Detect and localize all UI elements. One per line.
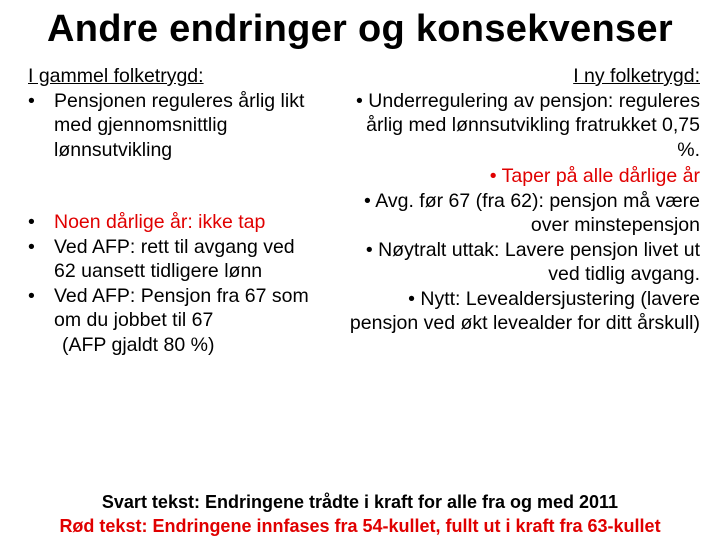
- new-item-lose-bad-years: [340, 164, 700, 189]
- old-item-bad-years-text: Noen dårlige år: ikke tap: [54, 211, 266, 233]
- old-item-afp-retirement: [28, 235, 318, 284]
- old-item-bad-years: [28, 210, 338, 235]
- page-title: Andre endringer og konsekvenser: [47, 8, 673, 50]
- footer-black-note: Svart tekst: Endringene trådte i kraft for alle fra og med 2011: [101, 492, 619, 512]
- old-system-heading: I gammel folketrygd:: [28, 65, 204, 87]
- bullet-icon: •: [364, 189, 376, 212]
- old-item-afp-pension-text: Ved AFP: Pensjon fra 67 som om du jobbet til 67: [54, 284, 309, 331]
- bullet-icon: •: [365, 238, 379, 261]
- bullet-icon: •: [489, 165, 502, 187]
- bullet-icon: •: [356, 89, 369, 112]
- new-item-underregulation: [340, 89, 700, 163]
- new-system-heading: I ny folketrygd:: [573, 65, 700, 87]
- old-item-afp-pension: [28, 284, 318, 333]
- footer-red-note: Rød tekst: Endringene innfases fra 54-kullet, fullt ut i kraft fra 63-kullet: [59, 516, 661, 536]
- new-item-early-retirement: [340, 189, 700, 238]
- old-item-regulation-text: Pensjonen reguleres årlig likt med gjennomsnittlig lønnsutvikling: [54, 89, 305, 161]
- bullet-icon: •: [408, 287, 421, 310]
- spacer: [28, 162, 358, 210]
- old-afp-note: (AFP gjaldt 80 %): [62, 333, 215, 356]
- new-system-column: [340, 64, 700, 336]
- new-item-life-expectancy: [340, 287, 700, 336]
- old-item-regulation: [28, 89, 328, 163]
- old-system-column: [28, 64, 358, 357]
- new-item-underregulation-text: Underregulering av pensjon: reguleres årlig med lønnsutvikling fratrukket 0,75 %.: [366, 89, 700, 161]
- new-item-neutral-withdrawal-text: Nøytralt uttak: Lavere pensjon livet ut ved tidlig avgang.: [378, 238, 700, 285]
- new-item-life-expectancy-text: Nytt: Levealdersjustering (lavere pensjon ved økt levealder for ditt årskull): [349, 287, 700, 334]
- new-item-lose-bad-years-text: Taper på alle dårlige år: [501, 165, 700, 187]
- bullet-icon: •: [28, 284, 35, 307]
- old-item-afp-retirement-text: Ved AFP: rett til avgang ved 62 uansett tidligere lønn: [54, 235, 295, 282]
- bullet-icon: •: [28, 235, 35, 258]
- bullet-icon: •: [28, 211, 35, 233]
- new-item-neutral-withdrawal: [340, 238, 700, 287]
- new-item-early-retirement-text: Avg. før 67 (fra 62): pensjon må være over minstepensjon: [375, 189, 700, 236]
- bullet-icon: •: [28, 89, 35, 112]
